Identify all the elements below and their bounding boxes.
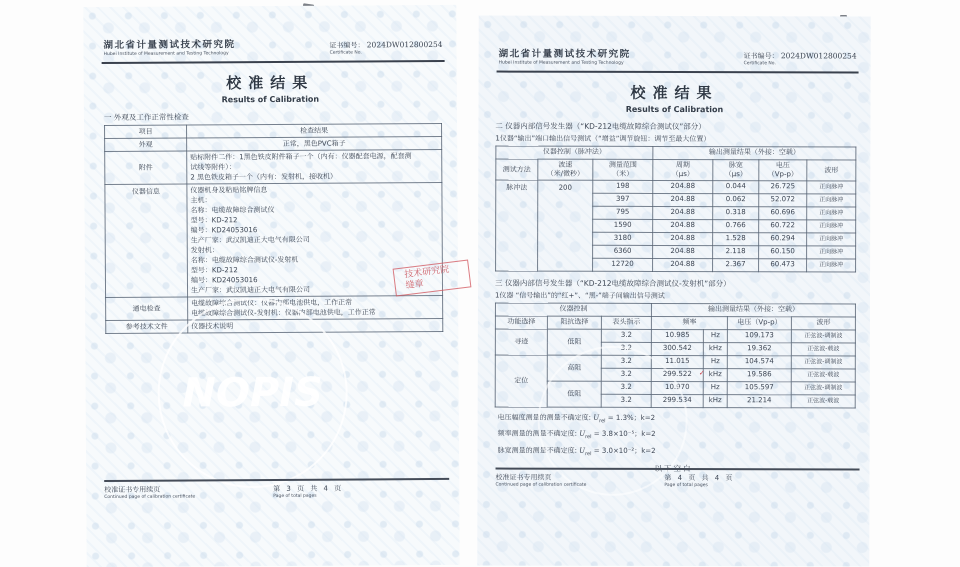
certificate-page-4	[477, 15, 870, 566]
blank-below-note: 以下空白	[654, 464, 693, 474]
table-row: 低阻 3.2 10.970 Hz 105.597 正弦波-调制波	[495, 381, 855, 395]
certificate-number-label-en: Certificate No.	[743, 61, 776, 67]
certificate-number-block	[744, 51, 857, 66]
column-header-row: 功能选择 阻抗选择 表头指示 频率 电压（Vp-p） 波形	[495, 316, 855, 330]
section-3-subheading: 1仪器 “信号输出”的“红+”、“黑-”端子间输出信号测试	[494, 291, 665, 300]
watermark-circle	[157, 298, 348, 489]
table-row: 通电检查 电缆故障综合测试仪：仪器内部电池供电，工作正常 电缆故障综合测试仪-发射机：仪器内部电池供电，工作正常	[106, 295, 443, 320]
table-row: 附件 贴标附件二件：1黑色铁皮附件箱子一个（内有：仪器配套电源，配套测 试线等附件）： 2 黑色铁皮箱子一个（内有：发射机，接收机）	[105, 149, 442, 184]
section-2-subheading: 1仪器“输出”端口输出信号测试（“增益”调节旋钮：调节至最大位置）	[495, 134, 711, 144]
institute-name-en: Hubei Institute of Measurement and Testing Technology	[498, 60, 624, 66]
table-row: 寻迹 低阻 3.2 10.985 Hz 109.173 正弦波-调制波	[495, 329, 855, 343]
certificate-number: 2024DW012800254	[780, 51, 857, 61]
institute-block	[499, 46, 631, 66]
footer-label-cn: 校准证书专用续页	[104, 485, 161, 495]
function-cell: 定位	[495, 355, 547, 407]
watermark-text: NOPIS	[182, 369, 324, 417]
certificate-number-label: 证书编号：	[743, 52, 779, 61]
group-header-control: 仪器控制（脉冲法）	[496, 146, 653, 159]
table-row: 脉冲法 200 198 204.88 0.044 26.725 正向脉冲	[496, 180, 856, 194]
group-header-row	[495, 303, 855, 317]
footer-left	[495, 473, 586, 488]
institute-block	[103, 36, 235, 57]
table-row: 6360 204.88 2.118 60.150 正向脉冲	[496, 245, 856, 259]
footer-label-en: Continued page of calibration certificate	[495, 482, 587, 488]
certificate-number-block	[330, 40, 443, 56]
stamp-line-2: 缝章	[405, 279, 425, 292]
institute-name-cn: 湖北省计量测试技术研究院	[103, 39, 236, 52]
red-checkmark-annotation: ✓	[698, 369, 705, 378]
table-row: 1590 204.88 0.766 60.722 正向脉冲	[496, 219, 856, 233]
footer-page-number: 第 4 页 共 4 页 Page of total pages	[664, 473, 735, 489]
page-title: 校准结果	[630, 83, 719, 103]
function-cell: 寻迹	[495, 329, 547, 355]
section-3-heading: 三 仪器内部信号发生器（“KD-212电缆故障综合测试仪-发射机”部分）	[495, 278, 731, 289]
page-title-en: Results of Calibration	[625, 104, 724, 115]
certificate-number-label-en: Certificate No.	[329, 50, 362, 56]
page-header	[479, 15, 871, 68]
certificate-number: 2024DW012800254	[366, 39, 443, 50]
institute-name-en: Hubei Institute of Measurement and Testing Technology	[103, 51, 229, 58]
column-header-result: 检查结果	[187, 123, 442, 138]
group-header-output: 输出测量结果（外接：空载）	[653, 146, 856, 160]
institute-name-cn: 湖北省计量测试技术研究院	[498, 48, 631, 60]
header-rule	[497, 71, 859, 74]
footer-left	[104, 484, 195, 500]
impedance-cell: 低阻	[547, 329, 601, 355]
table-row: 795 204.88 0.318 60.696 正向脉冲	[496, 206, 856, 220]
certificate-number-label: 证书编号：	[329, 41, 365, 50]
section-1-heading: 一 外观及工作正常性检查	[103, 112, 189, 123]
pulse-method-table	[495, 146, 856, 273]
column-header-row: 测试方法 波速 （米/微秒） 测量范围 （米） 周期 （μs） 脉宽 （μs） 电压 （Vp-p） 波形	[496, 159, 856, 181]
header-rule	[102, 60, 445, 64]
group-header-row	[496, 146, 856, 160]
speed-cell: 200	[538, 180, 593, 271]
page-title: 校准结果	[226, 73, 315, 93]
footer-page-number: 第 3 页 共 4 页 Page of total pages	[273, 484, 344, 499]
footer-label-en: Continued page of calibration certificate	[104, 494, 196, 501]
impedance-cell: 高阻	[547, 355, 601, 381]
page-footer	[495, 468, 859, 489]
uncertainty-voltage: 电压幅度测量的测量不确定度: $U_{rel} = 1.3\%$；k=2	[497, 413, 656, 425]
table-row: 定位 高阻 3.2 11.015 Hz 104.574 正弦波-调制波	[495, 355, 855, 369]
column-header-item: 项目	[105, 125, 187, 139]
impedance-cell: 低阻	[547, 381, 601, 407]
page-footer	[104, 478, 449, 500]
group-header-control: 仪器控制	[495, 303, 651, 316]
table-row: 12720 204.88 2.367 60.473 正向脉冲	[496, 258, 856, 272]
method-cell: 脉冲法	[496, 180, 538, 271]
table-row: 仪器信息 仪器机身及粘贴铭牌信息 主机： 名称：电缆故障综合测试仪 型号：KD-212 编号：KD24053016 生产厂家：武汉凯迪正大电气有限公司 发射机： 名称：电缆故障综合测试仪-发射机 型号：KD-212 编号：KD24053016 生产厂家：武汉凯迪正大电气有限公司	[105, 182, 443, 297]
table-row: 3.2 299.522 ✓ kHz 19.586 正弦波-载波	[495, 368, 855, 382]
uncertainty-frequency: 频率测量的测量不确定度: $U_{rel} = 3.8\times 10^{-5}$；k=2	[497, 429, 656, 441]
stamp-line-1: 技术研究院	[403, 264, 450, 281]
group-header-output: 输出测量结果（外接：空载）	[651, 303, 855, 317]
table-row: 参考技术文件 仪器技术说明	[106, 318, 443, 333]
section-2-heading: 二 仪器内部信号发生器（“KD-212电缆故障综合测试仪”部分）	[495, 121, 706, 132]
table-row: 397 204.88 0.062 52.072 正向脉冲	[496, 193, 856, 207]
table-row: 3180 204.88 1.528 60.294 正向脉冲	[496, 232, 856, 246]
table-row: 3.2 299.534 kHz 21.214 正弦波-载波	[495, 394, 855, 408]
uncertainty-pulse-width: 脉宽测量的测量不确定度: $U_{rel} = 3.0\times 10^{-2}$；k=2	[497, 446, 656, 457]
page-header	[83, 5, 456, 59]
footer-label-cn: 校准证书专用续页	[495, 473, 552, 482]
table-row: 外观 正常，黑色PVC箱子	[105, 136, 442, 151]
page-title-en: Results of Calibration	[221, 94, 320, 105]
table-row: 3.2 300.542 kHz 19.362 正弦波-载波	[495, 342, 855, 356]
